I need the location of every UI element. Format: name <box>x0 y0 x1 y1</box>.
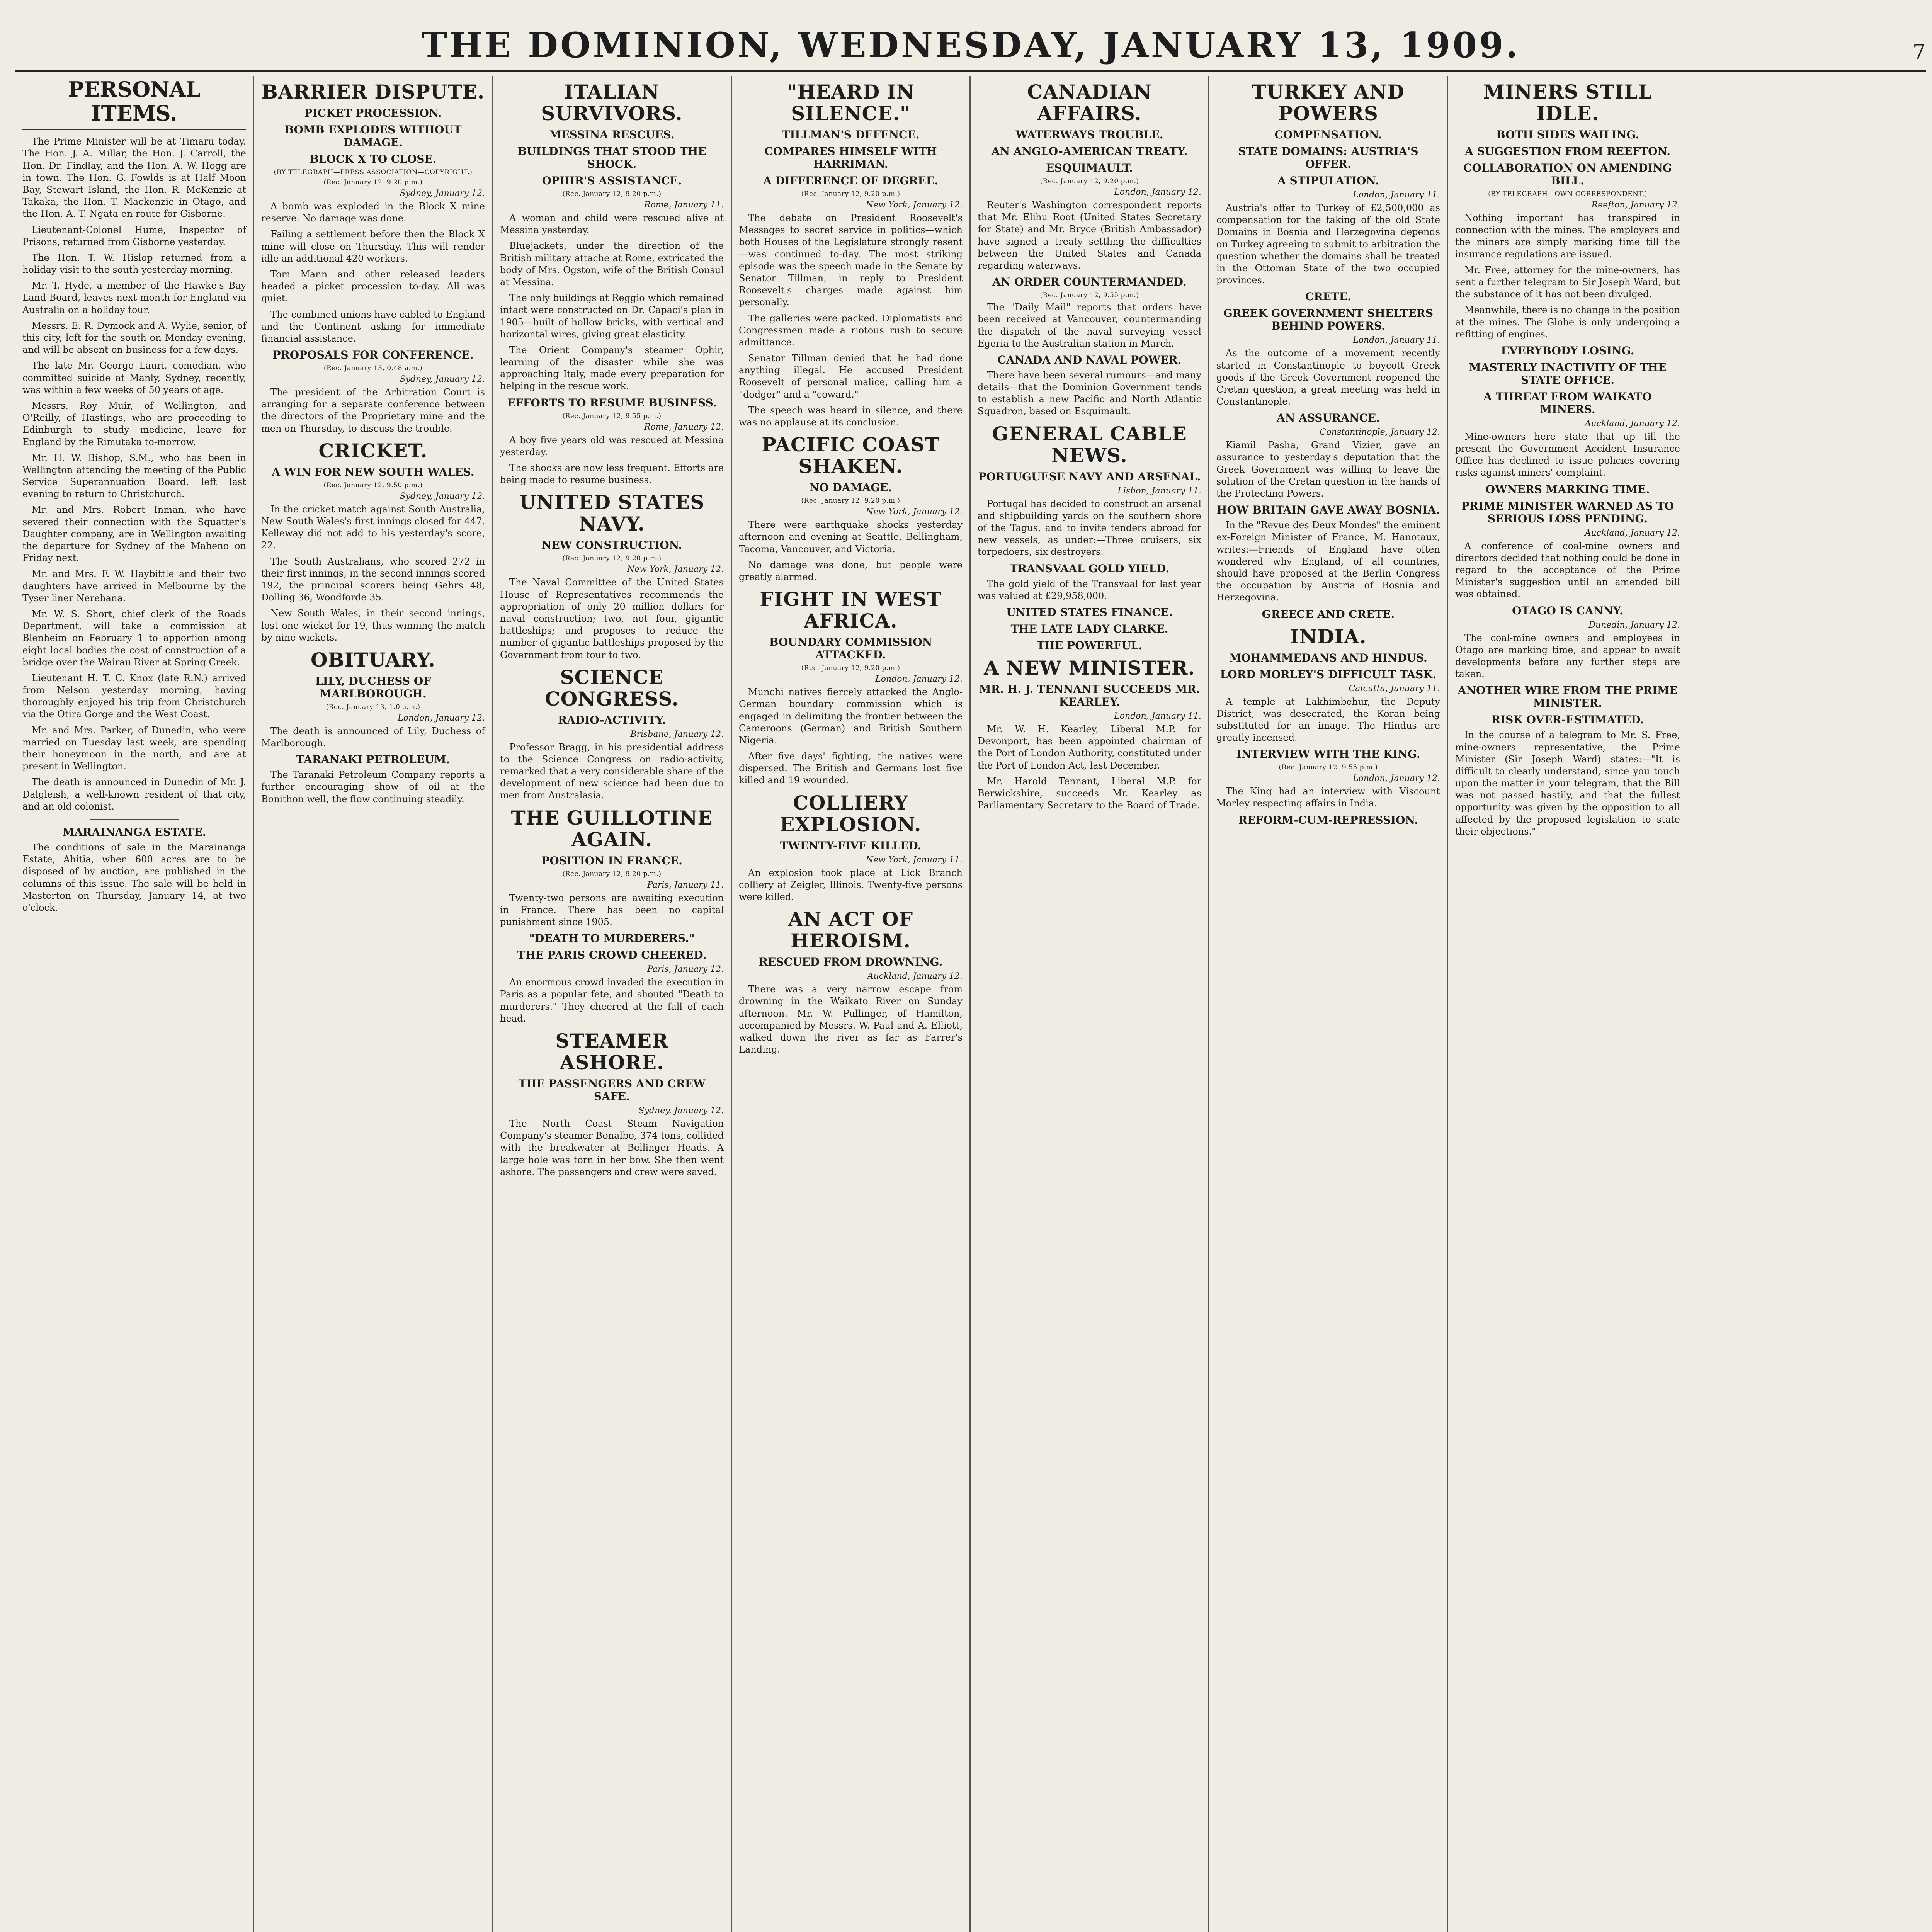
paragraph: The North Coast Steam Navigation Company's steamer Bonalbo, 374 tons, collided with the breakwater at Bellinger Heads. A large hole was torn in her bow. She then went ashore. The passengers and crew were saved. <box>500 1118 724 1177</box>
subheading: MOHAMMEDANS AND HINDUS. <box>1229 651 1427 664</box>
page-number: 7 <box>1912 40 1926 64</box>
subheading: PROPOSALS FOR CONFERENCE. <box>272 349 474 362</box>
received-line: (Rec. January 12, 9.20 p.m.) <box>801 190 900 198</box>
paragraph: The combined unions have cabled to England and the Continent asking for immediate financial assistance. <box>261 309 485 344</box>
subheading: A THREAT FROM WAIKATO MINERS. <box>1483 390 1652 416</box>
dateline: Lisbon, January 11. <box>1117 486 1201 496</box>
paragraph: The conditions of sale in the Marainanga Estate, Ahitia, when 600 acres are to be disposed of by auction, are published in the columns of this issue. The sale will be held in Masterton on Thursday, January 14, at two o'clock. <box>22 842 246 913</box>
paragraph: As the outcome of a movement recently started in Constantinople to boycott Greek goods if the Greek Government reopened the Cretan question, a great meeting was held in Constantinople. <box>1216 348 1440 407</box>
subheading: TRANSVAAL GOLD YIELD. <box>1009 562 1170 575</box>
paragraph: In the course of a telegram to Mr. S. Free, mine-owners' representative, the Prime Minister (Sir Joseph Ward) states:—"It is difficult to clearly understand, since you touch upon the matter in your telegram, that the Bill was not passed hastily, and that the fullest opportunity was given by the opposition to all affected by the proposed legislation to state their objections." <box>1455 730 1680 837</box>
headline: MINERS STILL IDLE. <box>1483 80 1652 125</box>
column-barrier-dispute <box>254 76 493 1932</box>
paragraph: There was a very narrow escape from drowning in the Waikato River on Sunday afternoon. Mr. W. Pullinger, of Hamilton, accompanied by Messrs. W. Paul and A. Elliott, walked down the river as far as Farrer's Landing. <box>739 984 963 1055</box>
paragraph: Mr. and Mrs. Parker, of Dunedin, who were married on Tuesday last week, are spending their honeymoon in the north, and are at present in Wellington. <box>22 724 246 772</box>
paragraph: Mr. T. Hyde, a member of the Hawke's Bay Land Board, leaves next month for England via Australia on a holiday tour. <box>22 280 246 315</box>
subheading: PICKET PROCESSION. <box>304 107 442 119</box>
subheading: LORD MORLEY'S DIFFICULT TASK. <box>1220 668 1437 681</box>
headline: AN ACT OF HEROISM. <box>788 908 913 952</box>
paragraph: Portugal has decided to construct an arsenal and shipbuilding yards on the southern shore of the Tagus, and to invite tenders abroad for new vessels, as under:—Three cruisers, six torpedoers, six destroyers. <box>978 498 1201 558</box>
paragraph: The Prime Minister will be at Timaru today. The Hon. J. A. Millar, the Hon. J. Carroll, the Hon. Dr. Findlay, and the Hon. A. W. Hogg are in town. The Hon. G. Fowlds is at Half Moon Bay, Stewart Island, the Hon. R. McKenzie at Takaka, the Hon. T. Mackenzie in Otago, and the Hon. A. T. Ngata en route for Gisborne. <box>22 136 246 219</box>
dateline: London, January 11. <box>1353 190 1440 200</box>
dateline: London, January 12. <box>398 713 485 723</box>
subheading: STATE DOMAINS: AUSTRIA'S OFFER. <box>1238 145 1418 170</box>
paragraph: The speech was heard in silence, and there was no applause at its conclusion. <box>739 405 963 428</box>
subheading: THE PASSENGERS AND CREW SAFE. <box>518 1077 706 1103</box>
headline: ITALIAN SURVIVORS. <box>541 80 683 125</box>
masthead-left <box>15 64 131 70</box>
subheading: AN ANGLO-AMERICAN TREATY. <box>991 145 1188 158</box>
paragraph: Mr. W. H. Kearley, Liberal M.P. for Devonport, has been appointed chairman of the Port of London Authority, constituted under the Port of London Act, last December. <box>978 723 1201 771</box>
subheading: COMPENSATION. <box>1274 128 1382 141</box>
paragraph: In the "Revue des Deux Mondes" the eminent ex-Foreign Minister of France, M. Hanotaux, writes:—Friends of England have often wondered why England, of all countries, should have proposed at the Berlin Congress the occupation by Austria of Bosnia and Herzegovina. <box>1216 520 1440 603</box>
paragraph: An enormous crowd invaded the execution in Paris as a popular fete, and shouted "Death to murderers." They cheered at the fall of each head. <box>500 977 724 1024</box>
subheading: OWNERS MARKING TIME. <box>1485 483 1650 496</box>
dateline: New York, January 12. <box>627 565 724 575</box>
subheading: A DIFFERENCE OF DEGREE. <box>763 174 938 187</box>
dateline: Sydney, January 12. <box>400 189 485 198</box>
divider <box>90 819 179 820</box>
column-italian-survivors <box>493 76 732 1932</box>
subheading: REFORM-CUM-REPRESSION. <box>1238 813 1418 827</box>
paragraph: A conference of coal-mine owners and directors decided that nothing could be done in regard to the acceptance of the Prime Minister's suggestion until an amended bill was obtained. <box>1455 540 1680 600</box>
subheading: ANOTHER WIRE FROM THE PRIME MINISTER. <box>1458 684 1678 710</box>
subheading: WATERWAYS TROUBLE. <box>1015 128 1163 141</box>
dateline: Auckland, January 12. <box>1585 418 1680 429</box>
paragraph: Reuter's Washington correspondent reports that Mr. Elihu Root (United States Secretary for State) and Mr. Bryce (British Ambassador) have signed a treaty settling the difficulties between the United States and Canada regarding waterways. <box>978 200 1201 271</box>
paragraph: No damage was done, but people were greatly alarmed. <box>739 559 963 582</box>
dateline: Rome, January 11. <box>644 200 724 210</box>
paragraph: Mr. H. W. Bishop, S.M., who has been in Wellington attending the meeting of the Public Service Superannuation Board, left last evening to return to Christchurch. <box>22 452 246 500</box>
credit-line: (BY TELEGRAPH—OWN CORRESPONDENT.) <box>1488 190 1647 198</box>
headline: BARRIER DISPUTE. <box>261 80 485 103</box>
paragraph: Kiamil Pasha, Grand Vizier, gave an assurance to yesterday's deputation that the Greek Government was willing to leave the solution of the Cretan question in the hands of the Protecting Powers. <box>1216 440 1440 499</box>
headline: A NEW MINISTER. <box>984 656 1195 679</box>
dateline: Rome, January 12. <box>644 422 724 432</box>
subheading: BOUNDARY COMMISSION ATTACKED. <box>769 636 932 662</box>
dateline: London, January 12. <box>875 674 963 684</box>
subheading: RADIO-ACTIVITY. <box>558 713 666 726</box>
received-line: (Rec. January 12, 9.20 p.m.) <box>801 497 900 505</box>
subheading: TWENTY-FIVE KILLED. <box>780 839 922 852</box>
paragraph: Senator Tillman denied that he had done anything illegal. He accused President Roosevelt of personal malice, calling him a "dodger" and a "coward." <box>739 353 963 400</box>
subheading: A STIPULATION. <box>1277 174 1379 187</box>
received-line: (Rec. January 12, 9.55 p.m.) <box>1279 764 1378 772</box>
subheading: BUILDINGS THAT STOOD THE SHOCK. <box>517 145 706 170</box>
subheading: MESSINA RESCUES. <box>549 128 675 141</box>
subheading: TILLMAN'S DEFENCE. <box>782 128 920 141</box>
paragraph: The debate on President Roosevelt's Messages to secret service in politics—which both Houses of the Legislature strongly resent—was continued to-day. The most striking episode was the speech made in the Senate by Senator Tillman, in reply to President Roosevelt's charges made against him personally. <box>739 213 963 308</box>
subheading: AN ORDER COUNTERMANDED. <box>992 276 1187 289</box>
dateline: Reefton, January 12. <box>1591 200 1680 210</box>
received-line: (Rec. January 12, 9.20 p.m.) <box>801 664 900 672</box>
paragraph: A boy five years old was rescued at Messina yesterday. <box>500 434 724 457</box>
paragraph: The "Daily Mail" reports that orders have been received at Vancouver, countermanding the dispatch of the naval surveying vessel Egeria to the Australian station in March. <box>978 302 1201 349</box>
paragraph: Austria's offer to Turkey of £2,500,000 as compensation for the taking of the old State Domains in Bosnia and Herzegovina depends on Turkey agreeing to submit to arbitration the question whether the domains shall be treated in the Ottoman State of the two occupied provinces. <box>1216 202 1440 286</box>
paragraph: Mr. and Mrs. F. W. Haybittle and their two daughters have arrived in Melbourne by the Tyser liner Nerehana. <box>22 568 246 604</box>
headline: COLLIERY EXPLOSION. <box>780 791 922 836</box>
paragraph: In the cricket match against South Australia, New South Wales's first innings closed for 447. Kelleway did not add to his yesterday's score, 22. <box>261 503 485 551</box>
headline: STEAMER ASHORE. <box>555 1029 668 1074</box>
paragraph: The coal-mine owners and employees in Otago are marking time, and appear to await developments before any further steps are taken. <box>1455 632 1680 680</box>
subheading: OPHIR'S ASSISTANCE. <box>542 174 682 187</box>
paragraph: Lieutenant-Colonel Hume, Inspector of Prisons, returned from Gisborne yesterday. <box>22 224 246 247</box>
paragraph: The shocks are now less frequent. Efforts are being made to resume business. <box>500 463 724 486</box>
paragraph: Lieutenant H. T. C. Knox (late R.N.) arrived from Nelson yesterday morning, having thoroughly enjoyed his trip from Christchurch via the Otira Gorge and the West Coast. <box>22 672 246 720</box>
dateline: Paris, January 12. <box>647 964 724 975</box>
subheading: NEW CONSTRUCTION. <box>541 539 682 552</box>
columns <box>15 76 1926 1932</box>
newspaper-title: THE DOMINION, WEDNESDAY, JANUARY 13, 1909. <box>421 25 1520 66</box>
subheading: PORTUGUESE NAVY AND ARSENAL. <box>978 470 1201 483</box>
received-line: (Rec. January 12, 9.50 p.m.) <box>323 481 423 489</box>
paragraph: Professor Bragg, in his presidential address to the Science Congress on radio-activity, remarked that a very considerable share of the development of new science had been due to men from Australasia. <box>500 742 724 801</box>
paragraph: Mr. Harold Tennant, Liberal M.P. for Berwickshire, succeeds Mr. Kearley as Parliamentary Secretary to the Board of Trade. <box>978 776 1201 811</box>
subheading: TARANAKI PETROLEUM. <box>296 753 450 766</box>
dateline: New York, January 11. <box>866 855 963 865</box>
paragraph: There have been several rumours—and many details—that the Dominion Government tends to establish a new Pacific and North Atlantic Squadron, based on Esquimault. <box>978 369 1201 417</box>
paragraph: The late Mr. George Lauri, comedian, who committed suicide at Manly, Sydney, recently, was within a few weeks of 50 years of age. <box>22 360 246 395</box>
paragraph: Mr. and Mrs. Robert Inman, who have severed their connection with the Squatter's Daughter company, are in Wellington awaiting the departure for Sydney of the Maheno on Friday next. <box>22 504 246 564</box>
paragraph: Meanwhile, there is no change in the position at the mines. The Globe is only undergoing a refitting of engines. <box>1455 304 1680 340</box>
dateline: London, January 11. <box>1114 711 1201 721</box>
subheading: THE POWERFUL. <box>1036 639 1143 652</box>
paragraph: Mr. W. S. Short, chief clerk of the Roads Department, will take a commission at Blenheim on February 1 to apportion among eight local bodies the cost of construction of a bridge over the Wairau River at Spring Creek. <box>22 608 246 668</box>
dateline: London, January 11. <box>1353 335 1440 345</box>
dateline: Sydney, January 12. <box>400 374 485 384</box>
subheading: "DEATH TO MURDERERS." <box>529 932 695 945</box>
received-line: (Rec. January 12, 9.20 p.m.) <box>323 179 423 186</box>
paragraph: An explosion took place at Lick Branch colliery at Zeigler, Illinois. Twenty-five persons were killed. <box>739 867 963 902</box>
paragraph: After five days' fighting, the natives were dispersed. The British and Germans lost five killed and 19 wounded. <box>739 751 963 786</box>
headline: SCIENCE CONGRESS. <box>544 665 679 710</box>
subheading: INTERVIEW WITH THE KING. <box>1236 748 1420 761</box>
subheading: BOMB EXPLODES WITHOUT DAMAGE. <box>284 123 462 149</box>
dateline: London, January 12. <box>1353 774 1440 784</box>
newspaper-page <box>15 12 1926 1932</box>
paragraph: The president of the Arbitration Court is arranging for a separate conference between the directors of the Proprietary mine and the men on Thursday, to discuss the trouble. <box>261 387 485 434</box>
subheading: LILY, DUCHESS OF MARLBOROUGH. <box>315 674 431 700</box>
subheading: BLOCK X TO CLOSE. <box>310 153 437 165</box>
section-title: PERSONAL ITEMS. <box>22 77 246 130</box>
headline: CANADIAN AFFAIRS. <box>1027 80 1152 125</box>
paragraph: Messrs. E. R. Dymock and A. Wylie, senior, of this city, left for the south on Monday evening, and will be absent on business for a few days. <box>22 320 246 355</box>
received-line: (Rec. January 12, 9.20 p.m.) <box>562 190 662 198</box>
paragraph: The Hon. T. W. Hislop returned from a holiday visit to the south yesterday morning. <box>22 252 246 276</box>
dateline: Auckland, January 12. <box>1585 528 1680 538</box>
received-line: (Rec. January 12, 9.20 p.m.) <box>562 870 662 878</box>
paragraph: A temple at Lakhimbehur, the Deputy District, was desecrated, the Koran being substituted for an image. The Hindus are greatly incensed. <box>1216 696 1440 743</box>
subheading: HOW BRITAIN GAVE AWAY BOSNIA. <box>1217 503 1440 517</box>
paragraph: Bluejackets, under the direction of the British military attache at Rome, extricated the body of Mrs. Ogston, wife of the British Consul at Messina. <box>500 240 724 287</box>
paragraph: The Orient Company's steamer Ophir, learning of the disaster while she was approaching Italy, made every preparation for helping in the rescue work. <box>500 344 724 392</box>
subheading: MR. H. J. TENNANT SUCCEEDS MR. KEARLEY. <box>979 682 1200 708</box>
paragraph: Messrs. Roy Muir, of Wellington, and O'Reilly, of Hastings, who are proceeding to Edinburgh to study medicine, leave for England by the Rimutaka to-morrow. <box>22 400 246 447</box>
paragraph: The death is announced in Dunedin of Mr. J. Dalgleish, a well-known resident of that city, and an old colonist. <box>22 777 246 812</box>
subheading: EVERYBODY LOSING. <box>1501 344 1634 357</box>
received-line: (Rec. January 13, 0.48 a.m.) <box>323 364 423 372</box>
subheading: A WIN FOR NEW SOUTH WALES. <box>272 465 474 478</box>
subheading: THE PARIS CROWD CHEERED. <box>517 949 707 962</box>
paragraph: Failing a settlement before then the Block X mine will close on Thursday. This will render idle an additional 420 workers. <box>261 229 485 264</box>
subheading: PRIME MINISTER WARNED AS TO SERIOUS LOSS PENDING. <box>1461 499 1674 525</box>
dateline: New York, January 12. <box>866 200 963 210</box>
received-line: (Rec. January 12, 9.20 p.m.) <box>562 554 662 563</box>
dateline: Calcutta, January 11. <box>1349 684 1440 694</box>
paragraph: The King had an interview with Viscount Morley respecting affairs in India. <box>1216 786 1440 809</box>
headline: THE GUILLOTINE AGAIN. <box>511 806 713 851</box>
received-line: (Rec. January 12, 9.55 p.m.) <box>562 412 662 420</box>
dateline: New York, January 12. <box>866 507 963 517</box>
subheading: OTAGO IS CANNY. <box>1512 604 1623 617</box>
headline: GENERAL CABLE NEWS. <box>992 422 1187 467</box>
column-heard-in-silence <box>732 76 971 1932</box>
paragraph: Mr. Free, attorney for the mine-owners, has sent a further telegram to Sir Joseph Ward, but the substance of it has not been divulged. <box>1455 264 1680 300</box>
dateline: Sydney, January 12. <box>638 1105 724 1116</box>
column-canadian-affairs <box>971 76 1209 1932</box>
paragraph: There were earthquake shocks yesterday afternoon and evening at Seattle, Bellingham, Tacoma, Vancouver, and Victoria. <box>739 519 963 554</box>
paragraph: Tom Mann and other released leaders headed a picket procession to-day. All was quiet. <box>261 269 485 304</box>
headline: CRICKET. <box>318 439 428 462</box>
column-turkey-and-powers <box>1209 76 1448 1932</box>
paragraph: The death is announced of Lily, Duchess of Marlborough. <box>261 725 485 749</box>
paragraph: A woman and child were rescued alive at Messina yesterday. <box>500 213 724 236</box>
subheading: NO DAMAGE. <box>809 481 892 494</box>
subheading: COMPARES HIMSELF WITH HARRIMAN. <box>764 145 937 170</box>
masthead <box>15 12 1926 72</box>
subheading: MARAINANGA ESTATE. <box>62 825 206 838</box>
column-miners-still-idle <box>1448 76 1687 1932</box>
headline: PACIFIC COAST SHAKEN. <box>762 433 940 478</box>
paragraph: The gold yield of the Transvaal for last year was valued at £29,958,000. <box>978 578 1201 601</box>
subheading: CRETE. <box>1305 290 1351 303</box>
subheading: THE LATE LADY CLARKE. <box>1010 622 1168 635</box>
credit-line: (BY TELEGRAPH—PRESS ASSOCIATION—COPYRIGHT.) <box>274 168 473 176</box>
subheading: COLLABORATION ON AMENDING BILL. <box>1463 162 1672 187</box>
subheading: ESQUIMAULT. <box>1046 162 1133 174</box>
subheading: POSITION IN FRANCE. <box>541 854 682 867</box>
received-line: (Rec. January 12, 9.20 p.m.) <box>1040 177 1139 185</box>
paragraph: A bomb was exploded in the Block X mine reserve. No damage was done. <box>261 201 485 224</box>
dateline: Paris, January 11. <box>647 880 724 890</box>
headline: UNITED STATES NAVY. <box>519 491 705 536</box>
headline: "HEARD IN SILENCE." <box>787 80 915 125</box>
dateline: London, January 12. <box>1114 187 1201 197</box>
subheading: A SUGGESTION FROM REEFTON. <box>1464 145 1671 158</box>
paragraph: New South Wales, in their second innings, lost one wicket for 19, thus winning the match by nine wickets. <box>261 608 485 643</box>
subheading: RESCUED FROM DROWNING. <box>759 956 943 969</box>
dateline: Dunedin, January 12. <box>1588 620 1680 630</box>
subheading: BOTH SIDES WAILING. <box>1496 128 1639 141</box>
subheading: CANADA AND NAVAL POWER. <box>997 353 1182 366</box>
received-line: (Rec. January 13, 1.0 a.m.) <box>326 703 420 711</box>
column-personal-items <box>15 76 254 1932</box>
subheading: AN ASSURANCE. <box>1277 412 1380 425</box>
subheading: GREECE AND CRETE. <box>1262 607 1395 621</box>
paragraph: The only buildings at Reggio which remained intact were constructed on Dr. Capaci's plan in 1905—built of hollow bricks, with vertical and horizontal wires, giving great elasticity. <box>500 293 724 340</box>
dateline: Sydney, January 12. <box>400 491 485 501</box>
headline: TURKEY AND POWERS <box>1252 80 1405 125</box>
paragraph: The Taranaki Petroleum Company reports a further encouraging show of oil at the Bonithon well, the flow continuing steadily. <box>261 769 485 804</box>
received-line: (Rec. January 12, 9.55 p.m.) <box>1040 291 1139 299</box>
paragraph: The Naval Committee of the United States House of Representatives recommends the appropriation of only 20 million dollars for naval construction; two, not four, gigantic battleships; and proposes to reduce the number of gigantic battleships proposed by the Government from four to two. <box>500 577 724 660</box>
paragraph: The galleries were packed. Diplomatists and Congressmen made a riotous rush to secure admittance. <box>739 313 963 348</box>
paragraph: Twenty-two persons are awaiting execution in France. There has been no capital punishment since 1905. <box>500 892 724 927</box>
paragraph: Munchi natives fiercely attacked the Anglo-German boundary commission which is engaged in delimiting the frontier between the Cameroons (German) and British Southern Nigeria. <box>739 687 963 746</box>
headline: OBITUARY. <box>311 648 435 671</box>
paragraph: Nothing important has transpired in connection with the mines. The employers and the miners are simply marking time till the insurance regulations are issued. <box>1455 213 1680 260</box>
subheading: RISK OVER-ESTIMATED. <box>1491 713 1644 726</box>
subheading: MASTERLY INACTIVITY OF THE STATE OFFICE. <box>1469 361 1667 386</box>
dateline: Auckland, January 12. <box>867 971 963 981</box>
paragraph: The South Australians, who scored 272 in their first innings, in the second innings scored 192, the principal scorers being Gehrs 48, Dolling 36, Woodforde 35. <box>261 556 485 603</box>
dateline: Constantinople, January 12. <box>1320 427 1440 437</box>
headline: INDIA. <box>1290 625 1367 648</box>
paragraph: Mine-owners here state that up till the present the Government Accident Insurance Office has declined to issue policies covering risks against miners' complaint. <box>1455 431 1680 478</box>
dateline: Brisbane, January 12. <box>630 729 724 739</box>
subheading: EFFORTS TO RESUME BUSINESS. <box>507 396 717 409</box>
subheading: GREEK GOVERNMENT SHELTERS BEHIND POWERS. <box>1223 307 1434 333</box>
subheading: UNITED STATES FINANCE. <box>1006 605 1173 619</box>
headline: FIGHT IN WEST AFRICA. <box>760 588 942 633</box>
